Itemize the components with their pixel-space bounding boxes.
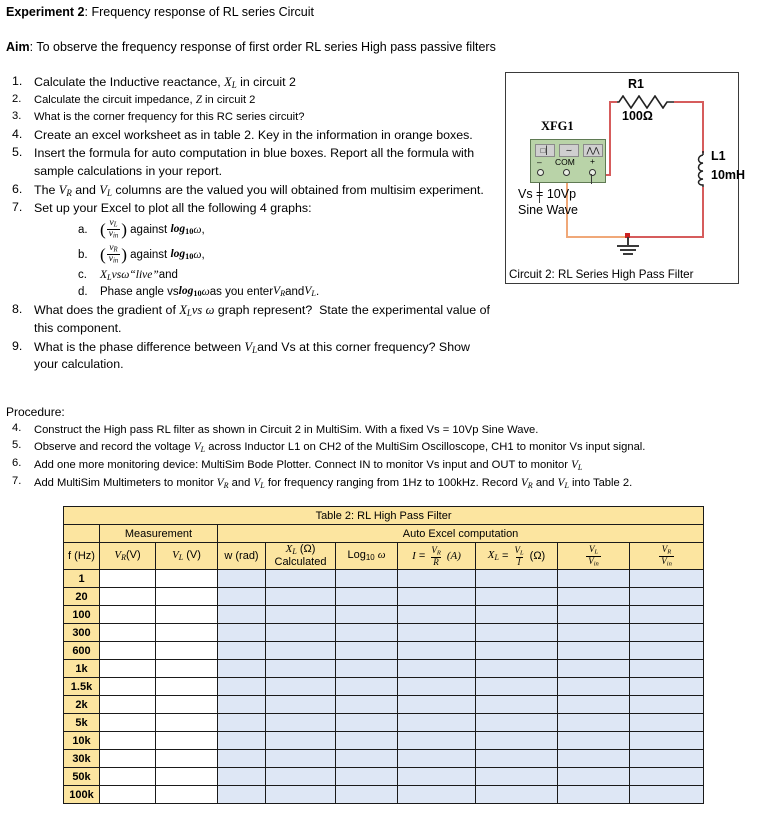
cell-measurement[interactable] xyxy=(156,732,218,750)
source-waveform: Sine Wave xyxy=(518,202,578,217)
procedure-text: Observe and record the voltage $V_L$ across Inductor L1 on CH2 of the MultiSim Oscilloscope, CH1 to monitor Vs input signal. xyxy=(34,441,646,455)
cell-computed[interactable] xyxy=(630,768,704,786)
cell-measurement[interactable] xyxy=(156,660,218,678)
sine-wave-icon: ∼ xyxy=(559,144,579,157)
cell-computed[interactable] xyxy=(218,768,266,786)
cell-frequency[interactable]: 20 xyxy=(64,588,100,606)
cell-measurement[interactable] xyxy=(100,696,156,714)
cell-computed[interactable] xyxy=(336,696,398,714)
title-rest: : Frequency response of RL series Circuit xyxy=(84,5,315,19)
cell-computed[interactable] xyxy=(630,678,704,696)
table-row xyxy=(64,696,704,714)
cell-computed[interactable] xyxy=(476,786,558,804)
cell-computed[interactable] xyxy=(398,660,476,678)
table-row xyxy=(64,768,704,786)
col-xl-measured: $X_L$ = $\frac{V_L}{I}$ (Ω) xyxy=(476,543,558,570)
cell-measurement[interactable] xyxy=(156,696,218,714)
table-row xyxy=(64,714,704,732)
inductor-label: L1 xyxy=(711,149,726,163)
cell-computed[interactable] xyxy=(266,660,336,678)
cell-computed[interactable] xyxy=(336,624,398,642)
paren-open: ( xyxy=(100,245,106,265)
question-number: 8. xyxy=(12,302,23,317)
procedure-number: 7. xyxy=(12,474,22,487)
cell-computed[interactable] xyxy=(630,660,704,678)
cell-computed[interactable] xyxy=(336,642,398,660)
question-number: 5. xyxy=(12,145,23,160)
cell-computed[interactable] xyxy=(266,768,336,786)
question-text: Insert the formula for auto computation in blue boxes. Report all the formula with sample calculations in your report. xyxy=(34,146,475,178)
cell-computed[interactable] xyxy=(336,570,398,588)
cell-computed[interactable] xyxy=(218,642,266,660)
ground-bar-2 xyxy=(620,249,636,251)
table-row xyxy=(64,570,704,588)
procedure-item xyxy=(6,422,764,438)
cell-computed[interactable] xyxy=(266,678,336,696)
source-label: XFG1 xyxy=(541,119,574,133)
circuit-caption: Circuit 2: RL Series High Pass Filter xyxy=(509,268,694,281)
cell-computed[interactable] xyxy=(266,642,336,660)
col-vr-over-vin: $\frac{V_R}{V_{in}}$ xyxy=(630,543,704,570)
cell-computed[interactable] xyxy=(266,696,336,714)
source-spec-text xyxy=(518,187,578,218)
ground-bar-1 xyxy=(617,245,639,247)
page-title xyxy=(6,5,314,19)
terminal-minus xyxy=(537,169,544,176)
aim-line xyxy=(6,40,496,54)
table-row xyxy=(64,606,704,624)
terminal-com xyxy=(563,169,570,176)
cell-frequency[interactable]: 600 xyxy=(64,642,100,660)
cell-computed[interactable] xyxy=(398,696,476,714)
cell-computed[interactable] xyxy=(558,642,630,660)
cell-measurement[interactable] xyxy=(156,606,218,624)
cell-measurement[interactable] xyxy=(100,768,156,786)
cell-computed[interactable] xyxy=(218,714,266,732)
procedure-number: 5. xyxy=(12,439,22,452)
question-item xyxy=(6,302,496,337)
cell-computed[interactable] xyxy=(218,732,266,750)
cell-computed[interactable] xyxy=(630,624,704,642)
table-header-row xyxy=(64,543,704,570)
terminal-minus-label: – xyxy=(537,157,542,167)
cell-computed[interactable] xyxy=(398,588,476,606)
procedure-text: Construct the High pass RL filter as shown in Circuit 2 in MultiSim. With a fixed Vs = 10Vp Sine Wave. xyxy=(34,424,539,436)
col-vl: $V_L$ (V) xyxy=(156,543,218,570)
cell-computed[interactable] xyxy=(336,678,398,696)
question-number: 7. xyxy=(12,200,23,215)
cell-computed[interactable] xyxy=(336,750,398,768)
cell-computed[interactable] xyxy=(398,570,476,588)
cell-measurement[interactable] xyxy=(100,642,156,660)
cell-computed[interactable] xyxy=(558,606,630,624)
lead-plus xyxy=(591,174,592,184)
terminal-plus-label: + xyxy=(590,156,595,166)
cell-measurement[interactable] xyxy=(100,570,156,588)
cell-computed[interactable] xyxy=(336,588,398,606)
resistor-value: 100Ω xyxy=(622,109,653,123)
cell-computed[interactable] xyxy=(558,768,630,786)
cell-computed[interactable] xyxy=(476,588,558,606)
cell-frequency[interactable]: 1.5k xyxy=(64,678,100,696)
table-row xyxy=(64,660,704,678)
wire-right-lower xyxy=(702,187,704,238)
cell-computed[interactable] xyxy=(336,714,398,732)
procedure-number: 6. xyxy=(12,456,22,469)
sublist-text: ( $\frac{v_L}{v_{in}}$ ) against log10 ω , xyxy=(100,218,205,241)
col-w-rad: w (rad) xyxy=(218,543,266,570)
wire-bottom xyxy=(628,236,704,238)
table-row xyxy=(64,642,704,660)
table-group-row xyxy=(64,525,704,543)
col-log10-omega: Log10 ω xyxy=(336,543,398,570)
cell-measurement[interactable] xyxy=(156,714,218,732)
cell-measurement[interactable] xyxy=(156,624,218,642)
question-item xyxy=(6,74,496,92)
col-vl-over-vin: $\frac{V_L}{V_{in}}$ xyxy=(558,543,630,570)
cell-computed[interactable] xyxy=(398,768,476,786)
table-rl-high-pass-filter xyxy=(63,506,704,804)
cell-frequency[interactable]: 5k xyxy=(64,714,100,732)
question-item xyxy=(6,110,496,126)
procedure-item xyxy=(6,457,764,474)
question-number: 2. xyxy=(12,92,22,105)
question-number: 6. xyxy=(12,181,23,196)
wire-top-right xyxy=(674,101,703,103)
question-item xyxy=(6,339,496,374)
cell-computed[interactable] xyxy=(266,570,336,588)
cell-measurement[interactable] xyxy=(100,624,156,642)
col-current: I = $\frac{V_R}{R}$ (A) xyxy=(398,543,476,570)
square-wave-icon: □⎜ xyxy=(535,144,555,157)
title-bold: Experiment 2 xyxy=(6,5,85,19)
cell-computed[interactable] xyxy=(630,714,704,732)
sublist-number: b. xyxy=(78,248,88,261)
table-row xyxy=(64,588,704,606)
cell-computed[interactable] xyxy=(630,696,704,714)
cell-computed[interactable] xyxy=(398,732,476,750)
cell-computed[interactable] xyxy=(336,732,398,750)
cell-computed[interactable] xyxy=(558,732,630,750)
cell-computed[interactable] xyxy=(476,696,558,714)
cell-computed[interactable] xyxy=(630,642,704,660)
table-row xyxy=(64,750,704,768)
question-sublist xyxy=(78,219,496,298)
procedure-item xyxy=(6,475,764,492)
cell-computed[interactable] xyxy=(398,786,476,804)
question-text: The $V_R$ and $V_L$ columns are the valued you will obtained from multisim experiment. xyxy=(34,182,484,198)
cell-computed[interactable] xyxy=(630,606,704,624)
sublist-text: ( $\frac{v_R}{v_{in}}$ ) against log10 ω , xyxy=(100,242,205,266)
procedure-item xyxy=(6,439,764,456)
table-row xyxy=(64,732,704,750)
cell-computed[interactable] xyxy=(476,678,558,696)
table-body xyxy=(64,570,704,804)
cell-computed[interactable] xyxy=(476,642,558,660)
resistor-label: R1 xyxy=(628,77,644,91)
cell-computed[interactable] xyxy=(218,750,266,768)
cell-frequency[interactable]: 100k xyxy=(64,786,100,804)
cell-computed[interactable] xyxy=(630,588,704,606)
cell-frequency[interactable]: 1k xyxy=(64,660,100,678)
cell-computed[interactable] xyxy=(558,570,630,588)
cell-measurement[interactable] xyxy=(100,588,156,606)
paren-open: ( xyxy=(100,220,106,240)
table-row xyxy=(64,786,704,804)
cell-computed[interactable] xyxy=(266,732,336,750)
sublist-text: $X_L$ vs ω “live” and xyxy=(100,268,178,282)
cell-computed[interactable] xyxy=(218,696,266,714)
cell-measurement[interactable] xyxy=(100,750,156,768)
inductor-value: 10mH xyxy=(711,168,746,182)
cell-computed[interactable] xyxy=(266,624,336,642)
cell-computed[interactable] xyxy=(218,678,266,696)
procedure-heading: Procedure: xyxy=(6,405,65,419)
cell-computed[interactable] xyxy=(398,642,476,660)
sublist-number: a. xyxy=(78,223,88,236)
cell-computed[interactable] xyxy=(218,588,266,606)
cell-computed[interactable] xyxy=(558,588,630,606)
group-auto-excel: Auto Excel computation xyxy=(218,525,704,543)
cell-computed[interactable] xyxy=(558,660,630,678)
cell-computed[interactable] xyxy=(218,570,266,588)
table-title-row xyxy=(64,507,704,525)
cell-computed[interactable] xyxy=(558,786,630,804)
cell-computed[interactable] xyxy=(266,714,336,732)
sublist-number: d. xyxy=(78,285,88,298)
cell-computed[interactable] xyxy=(476,750,558,768)
cell-measurement[interactable] xyxy=(100,678,156,696)
question-list xyxy=(6,74,496,375)
question-text: Set up your Excel to plot all the following 4 graphs: xyxy=(34,201,312,216)
aim-rest: : To observe the frequency response of first order RL series High pass passive filters xyxy=(29,40,496,54)
cell-measurement[interactable] xyxy=(156,768,218,786)
cell-computed[interactable] xyxy=(558,696,630,714)
fraction-vr-vin: $\frac{v_R}{v_{in}}$ xyxy=(108,242,119,266)
cell-computed[interactable] xyxy=(476,624,558,642)
cell-frequency[interactable]: 1 xyxy=(64,570,100,588)
source-voltage: Vs = 10Vp xyxy=(518,187,577,201)
cell-computed[interactable] xyxy=(266,606,336,624)
cell-measurement[interactable] xyxy=(156,678,218,696)
question-item xyxy=(6,200,496,218)
cell-frequency[interactable]: 50k xyxy=(64,768,100,786)
cell-computed[interactable] xyxy=(558,714,630,732)
group-measurement: Measurement xyxy=(100,525,218,543)
sublist-item xyxy=(78,219,496,241)
cell-computed[interactable] xyxy=(336,606,398,624)
cell-frequency[interactable]: 30k xyxy=(64,750,100,768)
cell-frequency[interactable]: 100 xyxy=(64,606,100,624)
cell-measurement[interactable] xyxy=(156,570,218,588)
sublist-item xyxy=(78,244,496,266)
question-item xyxy=(6,93,496,109)
log-term: log10 xyxy=(170,223,194,237)
question-text: Calculate the circuit impedance, Z in circuit 2 xyxy=(34,93,256,106)
cell-measurement[interactable] xyxy=(100,714,156,732)
log-term: log10 xyxy=(178,285,202,299)
cell-computed[interactable] xyxy=(476,660,558,678)
col-xl-calculated: $X_L$ (Ω) Calculated xyxy=(266,543,336,570)
cell-measurement[interactable] xyxy=(100,660,156,678)
cell-computed[interactable] xyxy=(398,624,476,642)
cell-computed[interactable] xyxy=(398,606,476,624)
wire-com-bottom xyxy=(566,236,628,238)
col-vr: $V_R(V)$ xyxy=(100,543,156,570)
cell-frequency[interactable]: 2k xyxy=(64,696,100,714)
cell-measurement[interactable] xyxy=(156,786,218,804)
question-text: What does the gradient of $X_Lvs$ ω graph represent? State the experimental value of this component. xyxy=(34,303,490,335)
fraction-vl-vin: $\frac{v_L}{v_{in}}$ xyxy=(108,218,119,241)
cell-computed[interactable] xyxy=(336,768,398,786)
cell-computed[interactable] xyxy=(476,570,558,588)
cell-computed[interactable] xyxy=(630,570,704,588)
cell-computed[interactable] xyxy=(398,678,476,696)
procedure-text: Add MultiSim Multimeters to monitor $V_R$ and $V_L$ for frequency ranging from 1Hz to 100kHz. Record $V_R$ and $V_L$ into Table 2. xyxy=(34,476,633,490)
question-text: What is the corner frequency for this RC series circuit? xyxy=(34,110,305,123)
paren-close: ) xyxy=(121,245,127,265)
aim-bold: Aim xyxy=(6,40,30,54)
paren-close: ) xyxy=(121,220,127,240)
cell-frequency[interactable]: 300 xyxy=(64,624,100,642)
cell-computed[interactable] xyxy=(630,732,704,750)
function-generator-body xyxy=(530,139,606,183)
sublist-text: Phase angle vs log10 ω as you enter $V_R$ and $V_L$ . xyxy=(100,285,320,299)
table-row xyxy=(64,678,704,696)
inductor-symbol xyxy=(696,151,710,189)
triangle-wave-icon: ⋀⋀ xyxy=(583,144,603,157)
cell-computed[interactable] xyxy=(218,786,266,804)
cell-measurement[interactable] xyxy=(100,786,156,804)
question-number: 3. xyxy=(12,109,22,122)
cell-measurement[interactable] xyxy=(156,750,218,768)
sublist-number: c. xyxy=(78,269,87,282)
wire-left-vertical xyxy=(609,101,611,175)
cell-measurement[interactable] xyxy=(156,588,218,606)
cell-computed[interactable] xyxy=(266,786,336,804)
resistor-symbol xyxy=(614,95,676,109)
circuit-diagram xyxy=(505,72,746,284)
cell-measurement[interactable] xyxy=(100,732,156,750)
question-text: What is the phase difference between $V_Land$ Vs at this corner frequency? Show your calculation. xyxy=(34,339,470,372)
col-f-hz: f (Hz) xyxy=(64,543,100,570)
cell-computed[interactable] xyxy=(476,732,558,750)
table-row xyxy=(64,624,704,642)
cell-frequency[interactable]: 10k xyxy=(64,732,100,750)
cell-computed[interactable] xyxy=(266,588,336,606)
cell-computed[interactable] xyxy=(558,678,630,696)
question-text: Create an excel worksheet as in table 2. Key in the information in orange boxes. xyxy=(34,127,473,142)
table-title: Table 2: RL High Pass Filter xyxy=(64,507,704,525)
cell-computed[interactable] xyxy=(218,660,266,678)
group-blank xyxy=(64,525,100,543)
question-text: Calculate the Inductive reactance, $X_L$ in circuit 2 xyxy=(34,75,296,91)
cell-computed[interactable] xyxy=(476,606,558,624)
cell-computed[interactable] xyxy=(398,750,476,768)
cell-computed[interactable] xyxy=(398,714,476,732)
cell-computed[interactable] xyxy=(476,714,558,732)
cell-computed[interactable] xyxy=(218,624,266,642)
cell-computed[interactable] xyxy=(266,750,336,768)
ground-bar-3 xyxy=(623,253,633,255)
sublist-item xyxy=(78,269,496,282)
wire-right-upper xyxy=(702,101,704,153)
question-number: 1. xyxy=(12,74,23,88)
cell-computed[interactable] xyxy=(558,624,630,642)
cell-computed[interactable] xyxy=(476,768,558,786)
question-item xyxy=(6,127,496,145)
question-item xyxy=(6,145,496,180)
cell-computed[interactable] xyxy=(336,786,398,804)
cell-measurement[interactable] xyxy=(100,606,156,624)
cell-computed[interactable] xyxy=(558,750,630,768)
cell-computed[interactable] xyxy=(630,786,704,804)
cell-measurement[interactable] xyxy=(156,642,218,660)
log-term: log10 xyxy=(170,248,194,262)
cell-computed[interactable] xyxy=(336,660,398,678)
procedure-list xyxy=(6,422,764,492)
question-number: 4. xyxy=(12,126,23,141)
procedure-text: Add one more monitoring device: MultiSim Bode Plotter. Connect IN to monitor Vs input and OUT to monitor $V_L$ xyxy=(34,458,583,472)
sublist-item xyxy=(78,285,496,298)
question-item xyxy=(6,182,496,200)
terminal-com-label: COM xyxy=(555,157,575,167)
cell-computed[interactable] xyxy=(218,606,266,624)
question-number: 9. xyxy=(12,338,23,353)
cell-computed[interactable] xyxy=(630,750,704,768)
procedure-number: 4. xyxy=(12,422,22,434)
